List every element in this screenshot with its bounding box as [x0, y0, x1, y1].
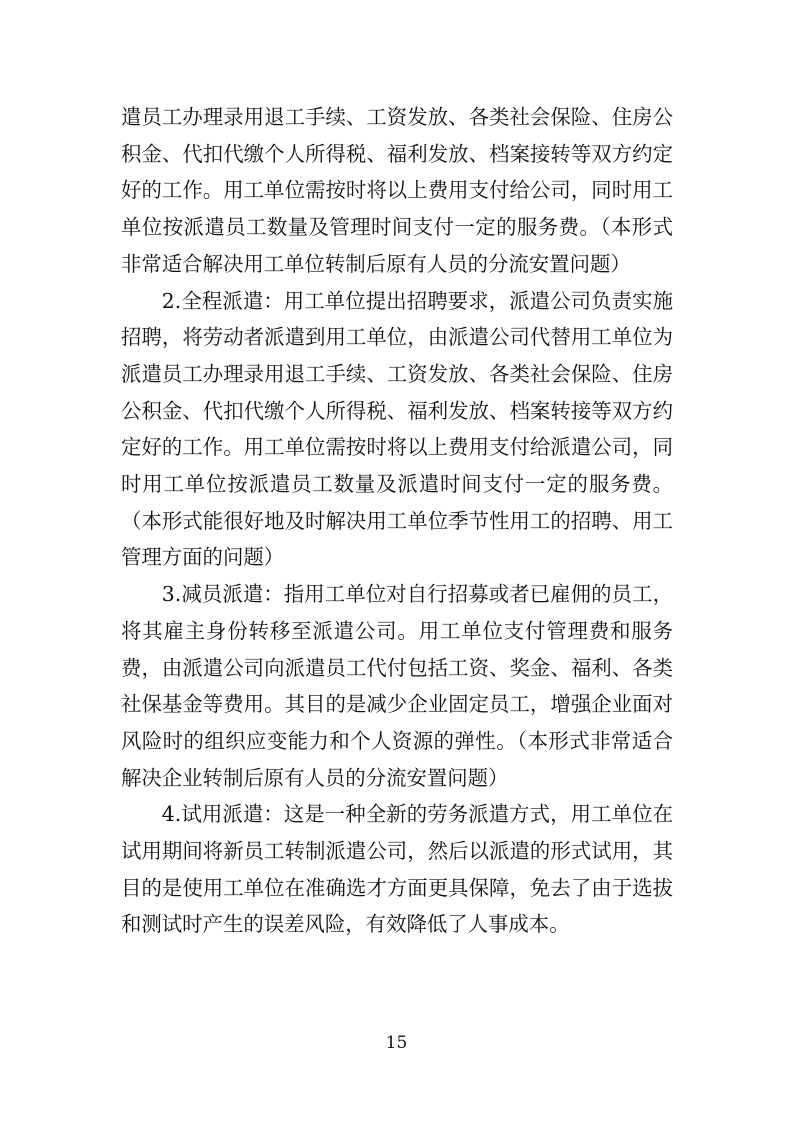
- paragraph-continuation: 遣员工办理录用退工手续、工资发放、各类社会保险、住房公积金、代扣代缴个人所得税、福利发放、档案接转等双方约定好的工作。用工单位需按时将以上费用支付给公司，同时用工单位按派遣员工数量及管理时间支付一定的服务费。（本形式非常适合解决用工单位转制后原有人员的分流安置问题）: [121, 105, 673, 276]
- paragraph-full-dispatch: 2.全程派遣：用工单位提出招聘要求，派遣公司负责实施招聘，将劳动者派遣到用工单位，由派遣公司代替用工单位为派遣员工办理录用退工手续、工资发放、各类社会保险、住房公积金、代扣代缴个人所得税、福利发放、档案转接等双方约定好的工作。用工单位需按时将以上费用支付给派遣公司，同时用工单位按派遣员工数量及派遣时间支付一定的服务费。（本形式能很好地及时解决用工单位季节性用工的招聘、用工管理方面的问题）: [121, 288, 673, 570]
- body-text: [121, 99, 673, 943]
- paragraph-reduction-dispatch: 3.减员派遣：指用工单位对自行招募或者已雇佣的员工，将其雇主身份转移至派遣公司。用工单位支付管理费和服务费，由派遣公司向派遣员工代付包括工资、奖金、福利、各类社保基金等费用。其目的是减少企业固定员工，增强企业面对风险时的组织应变能力和个人资源的弹性。（本形式非常适合解决企业转制后原有人员的分流安置问题）: [121, 582, 673, 790]
- page-number: 15: [385, 1033, 408, 1053]
- paragraph-trial-dispatch: 4.试用派遣：这是一种全新的劳务派遣方式，用工单位在试用期间将新员工转制派遣公司，然后以派遣的形式试用，其目的是使用工单位在准确选才方面更具保障，免去了由于选拔和测试时产生的误差风险，有效降低了人事成本。: [121, 802, 673, 937]
